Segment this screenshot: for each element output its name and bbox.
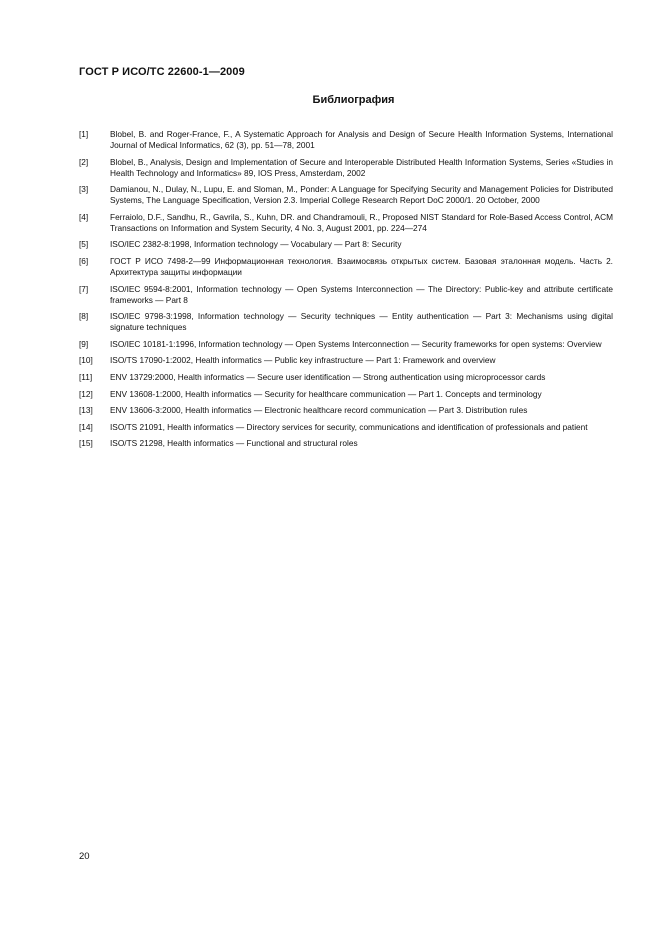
entry-text: ISO/TS 21091, Health informatics — Directory services for security, communications and identification of professionals and patient <box>110 421 588 432</box>
entry-number: [1] <box>79 129 89 139</box>
page-number: 20 <box>79 851 90 862</box>
entry-number: [10] <box>79 355 93 366</box>
entry-text: ENV 13606-3:2000, Health informatics — Electronic healthcare record communication — Part 3. Distribution rules <box>110 405 528 416</box>
bibliography-entry <box>79 355 613 366</box>
bibliography-entry <box>79 339 613 350</box>
entry-text: Damianou, N., Dulay, N., Lupu, E. and Sloman, M., Ponder: A Language for Specifying Security and Management Policies for Distributed Systems, The Language Specification, Version 2.3. Imperial College Research Report DoC 2000/1. 20 October, 2000 <box>110 184 613 206</box>
entry-number: [8] <box>79 311 89 322</box>
entry-number: [11] <box>79 371 93 382</box>
entry-number: [4] <box>79 211 89 222</box>
bibliography-entry <box>79 157 613 179</box>
entry-text: ISO/TS 21298, Health informatics — Functional and structural roles <box>110 438 358 449</box>
bibliography-entry <box>79 405 613 416</box>
bibliography-entry <box>79 129 613 151</box>
entry-number: [14] <box>79 421 93 432</box>
entry-number: [2] <box>79 156 89 167</box>
bibliography-entry <box>79 422 613 433</box>
bibliography-entry <box>79 256 613 278</box>
entry-text: ISO/IEC 9594-8:2001, Information technology — Open Systems Interconnection — The Directory: Public-key and attribute certificate frameworks — Part 8 <box>110 283 613 305</box>
entry-text: Ferraiolo, D.F., Sandhu, R., Gavrila, S., Kuhn, DR. and Chandramouli, R., Proposed NIST Standard for Role-Based Access Control, ACM Transactions on Information and System Security, 4 No. 3, August 2001, pp. 224—274 <box>110 211 613 233</box>
entry-text: ISO/IEC 10181-1:1996, Information technology — Open Systems Interconnection — Security frameworks for open systems: Overview <box>110 338 602 349</box>
entry-number: [12] <box>79 388 93 399</box>
bibliography-entry <box>79 389 613 400</box>
bibliography-entry <box>79 372 613 383</box>
bibliography-entry <box>79 284 613 306</box>
entry-text: Blobel, B., Analysis, Design and Implementation of Secure and Interoperable Distributed Health Information Systems, Series «Studies in Health Technology and Informatics» 89, IOS Press, Amsterdam, 2002 <box>110 156 613 178</box>
entry-number: [6] <box>79 255 89 266</box>
bibliography-entry <box>79 239 613 250</box>
entry-number: [15] <box>79 438 93 449</box>
bibliography-list <box>79 129 613 455</box>
entry-text: ISO/IEC 9798-3:1998, Information technology — Security techniques — Entity authentication — Part 3: Mechanisms using digital signature techniques <box>110 311 613 333</box>
entry-number: [5] <box>79 239 89 250</box>
bibliography-title: Библиография <box>312 94 395 106</box>
entry-text: ENV 13608-1:2000, Health informatics — Security for healthcare communication — Part 1. Concepts and terminology <box>110 388 542 399</box>
entry-text: ENV 13729:2000, Health informatics — Secure user identification — Strong authentication using microprocessor cards <box>110 371 546 382</box>
entry-text: Blobel, B. and Roger-France, F., A Systematic Approach for Analysis and Design of Secure Health Information Systems, International Journal of Medical Informatics, 62 (3), pp. 51—78, 2001 <box>110 129 613 150</box>
entry-text: ГОСТ Р ИСО 7498-2—99 Информационная технология. Взаимосвязь открытых систем. Базовая эталонная модель. Часть 2. Архитектура защиты информации <box>110 255 613 277</box>
entry-text: ISO/TS 17090-1:2002, Health informatics — Public key infrastructure — Part 1: Framework and overview <box>110 355 496 366</box>
entry-number: [3] <box>79 184 89 195</box>
document-id-header: ГОСТ Р ИСО/ТС 22600-1—2009 <box>79 66 245 78</box>
entry-text: ISO/IEC 2382-8:1998, Information technology — Vocabulary — Part 8: Security <box>110 239 402 250</box>
bibliography-entry <box>79 311 613 333</box>
entry-number: [9] <box>79 338 89 349</box>
bibliography-entry <box>79 184 613 206</box>
entry-number: [13] <box>79 405 93 416</box>
bibliography-entry <box>79 438 613 449</box>
entry-number: [7] <box>79 283 89 294</box>
bibliography-entry <box>79 212 613 234</box>
